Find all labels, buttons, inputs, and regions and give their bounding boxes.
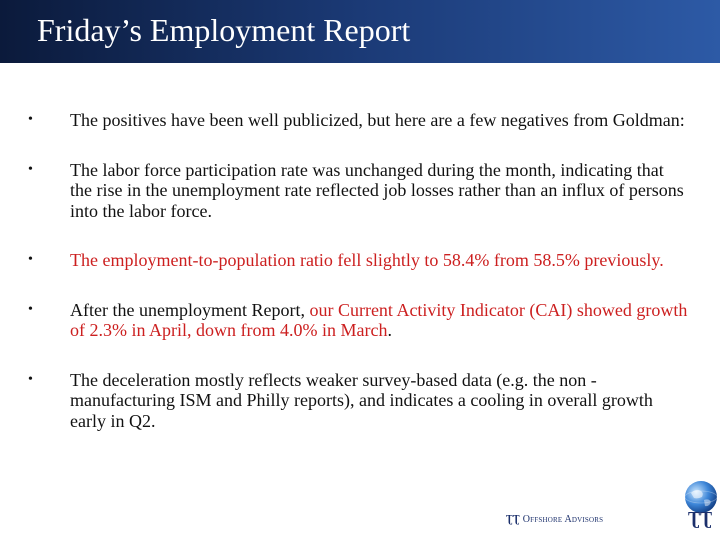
bullet-text: The deceleration mostly reflects weaker survey-based data (e.g. the non -manufacturing ISM and Philly reports), and indicates a cooling in overall growth early in Q2. [70,369,653,431]
bullet-dot: • [28,252,33,267]
bullet-item [28,370,688,432]
bullet-item [28,250,688,271]
bullet-item [28,110,688,131]
slide-title: Friday’s Employment Report [37,12,411,48]
bullet-text: After the unemployment Report, [70,299,310,320]
bullet-dot: • [28,301,33,317]
footer-logo [506,514,603,525]
bullet-text: The positives have been well publicized, but here are a few negatives from Goldman: [70,110,685,130]
bullet-list [28,110,688,431]
corner-logo-mark: ƮƮ [688,508,713,528]
logo-text: Offshore Advisors [522,514,604,525]
title-bar [0,0,720,63]
bullet-dot: • [28,161,33,177]
bullet-item [28,300,688,341]
bullet-dot: • [28,112,33,127]
bullet-text-tail: . [387,320,392,340]
bullet-text-highlight: The employment-to-population ratio fell slightly to 58.4% from 58.5% previously. [70,250,664,270]
bullet-item [28,160,688,222]
bullet-text: The labor force participation rate was unchanged during the month, indicating that the rise in the unemployment rate reflected job losses rather than an influx of persons into the labor force. [70,159,684,221]
bullet-text-highlight: our Current Activity Indicator (CAI) showed growth of 2.3% in April, down from 4.0% in March [70,299,688,340]
bullet-dot: • [28,371,33,387]
logo-mark: ƮƮ [506,514,520,525]
